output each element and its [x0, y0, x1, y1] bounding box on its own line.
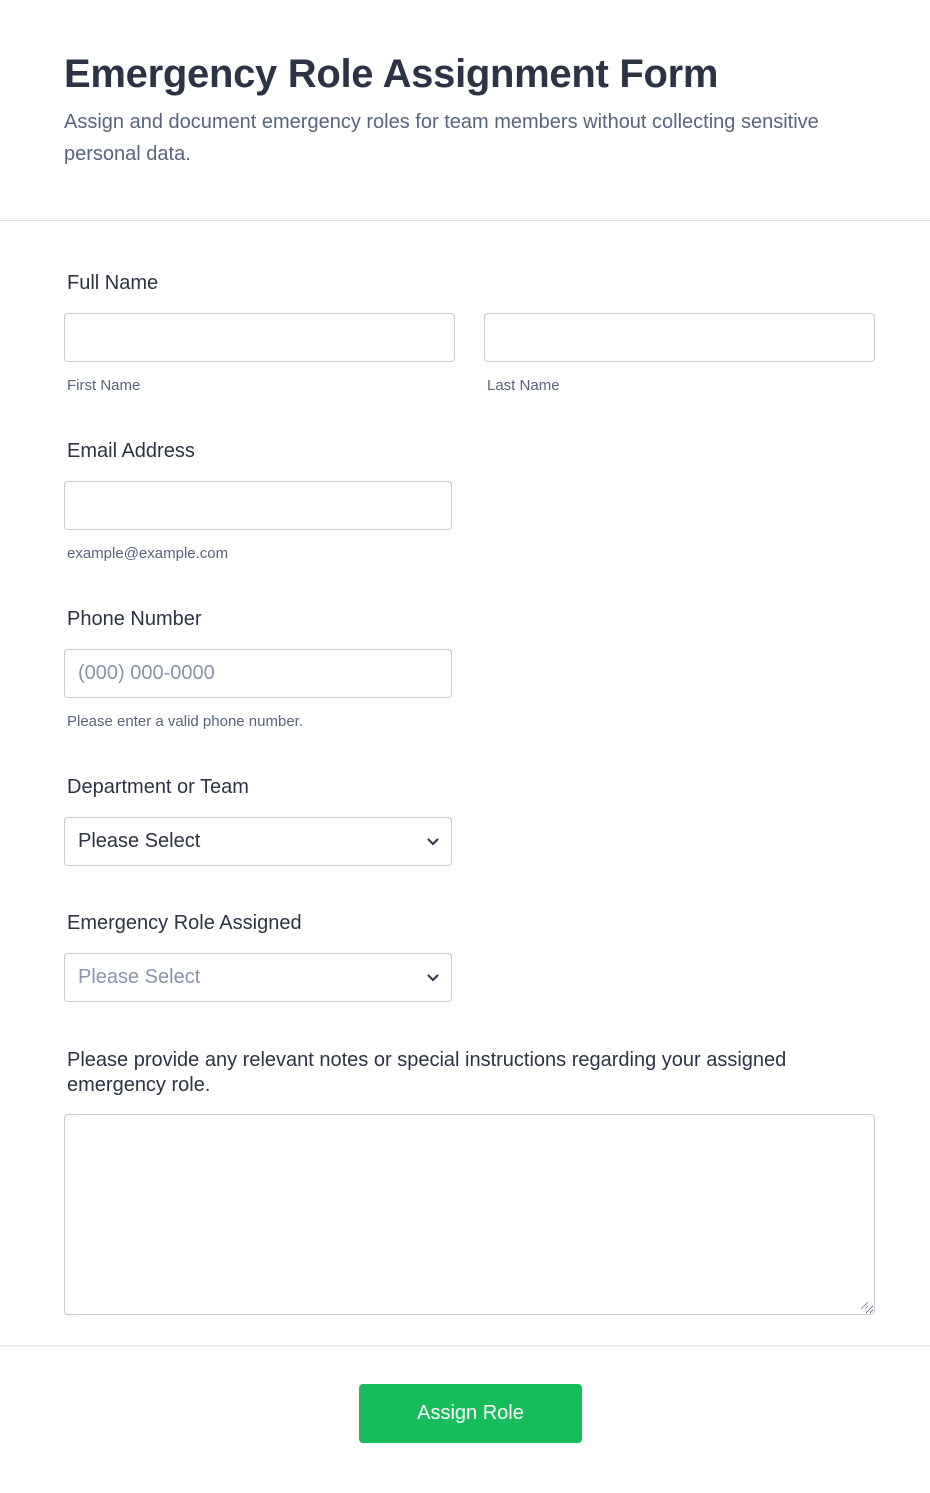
- first-name-input[interactable]: [64, 313, 455, 362]
- chevron-down-icon: [426, 837, 440, 847]
- form-header: [0, 0, 930, 221]
- chevron-down-icon: [426, 973, 440, 983]
- department-label: Department or Team: [67, 776, 249, 798]
- page-title: Emergency Role Assignment Form: [64, 52, 719, 96]
- department-select[interactable]: [64, 817, 452, 866]
- last-name-sublabel: Last Name: [487, 377, 560, 394]
- role-selected-value: Please Select: [78, 966, 201, 988]
- email-label: Email Address: [67, 440, 195, 462]
- last-name-input[interactable]: [484, 313, 875, 362]
- role-label: Emergency Role Assigned: [67, 912, 302, 934]
- page-subtitle: Assign and document emergency roles for team members without collecting sensitive personal data.: [64, 111, 819, 165]
- role-select[interactable]: [64, 953, 452, 1002]
- phone-sublabel: Please enter a valid phone number.: [67, 713, 303, 730]
- footer-divider: [0, 1345, 930, 1347]
- first-name-sublabel: First Name: [67, 377, 141, 394]
- department-selected-value: Please Select: [78, 830, 201, 852]
- notes-label: Please provide any relevant notes or special instructions regarding your assigned emergency role.: [67, 1049, 787, 1096]
- notes-textarea[interactable]: [64, 1114, 875, 1315]
- assign-role-button[interactable]: Assign Role: [359, 1384, 582, 1443]
- email-sublabel: example@example.com: [67, 545, 229, 562]
- phone-label: Phone Number: [67, 608, 202, 630]
- full-name-label: Full Name: [67, 272, 159, 294]
- phone-input[interactable]: [64, 649, 452, 698]
- email-input[interactable]: [64, 481, 452, 530]
